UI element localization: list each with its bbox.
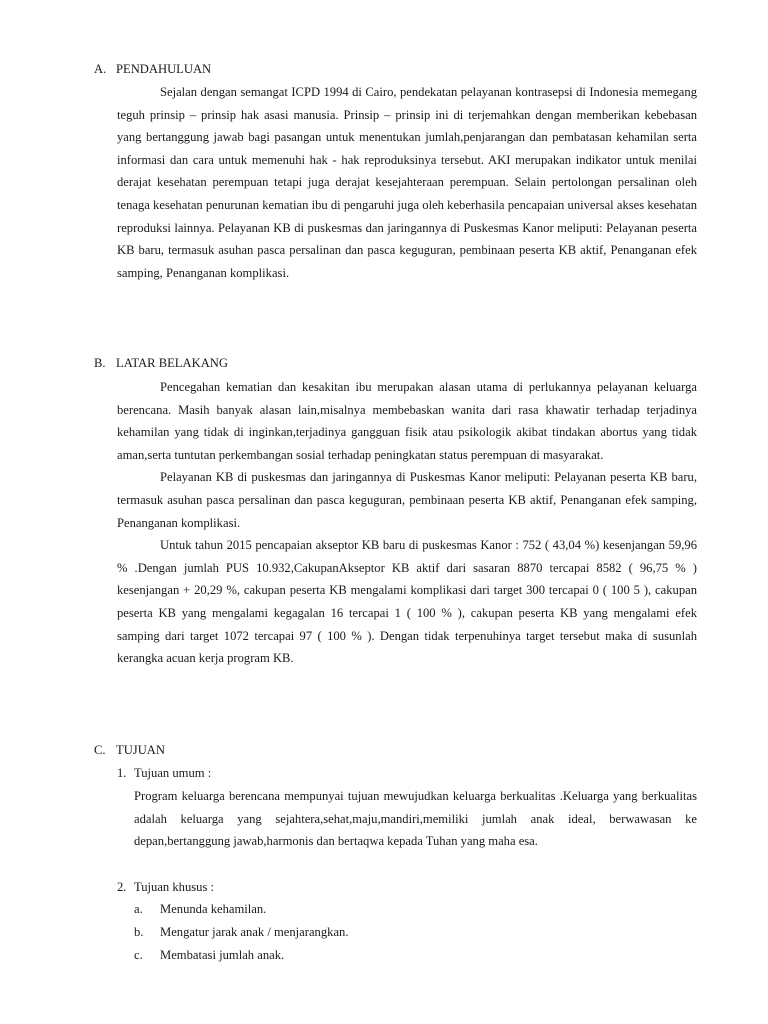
- list-item-tujuan-khusus: [117, 876, 214, 899]
- sub-item-text: Mengatur jarak anak / menjarangkan.: [160, 925, 349, 939]
- section-title: TUJUAN: [116, 743, 165, 757]
- sub-item-text: Membatasi jumlah anak.: [160, 948, 285, 962]
- list-item-tujuan-umum: [117, 762, 211, 785]
- section-heading-b: [94, 352, 228, 375]
- section-title: PENDAHULUAN: [116, 62, 212, 76]
- paragraph: Pelayanan KB di puskesmas dan jaringannya di Puskesmas Kanor meliputi: Pelayanan peserta KB baru, termasuk asuhan pasca persalinan dan pasca keguguran, pembinaan peserta KB aktif, Penanganan efek samping, Penanganan komplikasi.: [117, 470, 697, 530]
- sub-item-c: [134, 944, 284, 967]
- section-letter: B.: [94, 356, 106, 370]
- paragraph: Program keluarga berencana mempunyai tujuan mewujudkan keluarga berkualitas .Keluarga yang berkualitas adalah keluarga yang sejahtera,sehat,maju,mandiri,memiliki jumlah anak ideal, berwawasan ke depan,bertanggung jawab,harmonis dan bertaqwa kepada Tuhan yang maha esa.: [134, 789, 697, 849]
- paragraph: Pencegahan kematian dan kesakitan ibu merupakan alasan utama di perlukannya pelayanan keluarga berencana. Masih banyak alasan lain,misalnya membebaskan wanita dari rasa khawatir terhadap terjadinya kehamilan yang tidak di inginkan,terjadinya gangguan fisik atau psikologik akibat tindakan abortus yang tidak aman,serta tuntutan perkembangan sosial terhadap peningkatan status perempuan di masyarakat.: [117, 380, 697, 462]
- section-letter: C.: [94, 743, 106, 757]
- section-a-body: [117, 81, 697, 284]
- section-letter: A.: [94, 62, 107, 76]
- section-heading-a: [94, 58, 211, 81]
- sub-item-b: [134, 921, 348, 944]
- item-number: 1.: [117, 766, 127, 780]
- sub-item-letter: a.: [134, 902, 143, 916]
- paragraph: Untuk tahun 2015 pencapaian akseptor KB baru di puskesmas Kanor : 752 ( 43,04 %) kesenjangan 59,96 % .Dengan jumlah PUS 10.932,CakupanAkseptor KB aktif dari sasaran 8870 tercapai 8582 ( 96,75 % ) kesenjangan + 20,29 %, cakupan peserta KB mengalami komplikasi dari target 300 tercapai 0 ( 100 5 ), cakupan peserta KB yang mengalami kegagalan 16 tercapai 1 ( 100 % ), cakupan peserta KB yang mengalami efek samping dari target 1072 tercapai 97 ( 100 % ). Dengan tidak terpenuhinya target tersebut maka di susunlah kerangka acuan kerja program KB.: [117, 538, 697, 666]
- item-number: 2.: [117, 880, 127, 894]
- sub-item-letter: b.: [134, 925, 144, 939]
- section-title: LATAR BELAKANG: [116, 356, 228, 370]
- sub-item-letter: c.: [134, 948, 143, 962]
- item-label: Tujuan umum :: [134, 766, 212, 780]
- item-label: Tujuan khusus :: [134, 880, 215, 894]
- section-b-body: [117, 376, 697, 670]
- section-heading-c: [94, 739, 165, 762]
- paragraph: Sejalan dengan semangat ICPD 1994 di Cairo, pendekatan pelayanan kontrasepsi di Indonesia memegang teguh prinsip – prinsip hak asasi manusia. Prinsip – prinsip ini di terjemahkan dengan memberikan kebebasan yang bertanggung jawab bagi pasangan untuk menentukan jumlah,penjarangan dan pembatasan kehamilan serta informasi dan cara untuk memenuhi hak - hak reproduksinya tersebut. AKI merupakan indikator untuk menilai derajat kesehatan perempuan tetapi juga derajat kesejahteraan perempuan. Selain pertolongan persalinan oleh tenaga kesehatan penurunan kematian ibu di pengaruhi juga oleh keberhasila pencapaian universal akses kesehatan reproduksi lainnya. Pelayanan KB di puskesmas dan jaringannya di Puskesmas Kanor meliputi: Pelayanan peserta KB baru, termasuk asuhan pasca persalinan dan pasca keguguran, pembinaan peserta KB aktif, Penanganan efek samping, Penanganan komplikasi.: [117, 85, 697, 280]
- sub-item-text: Menunda kehamilan.: [160, 902, 267, 916]
- sub-item-a: [134, 898, 266, 921]
- tujuan-umum-text: [134, 785, 697, 853]
